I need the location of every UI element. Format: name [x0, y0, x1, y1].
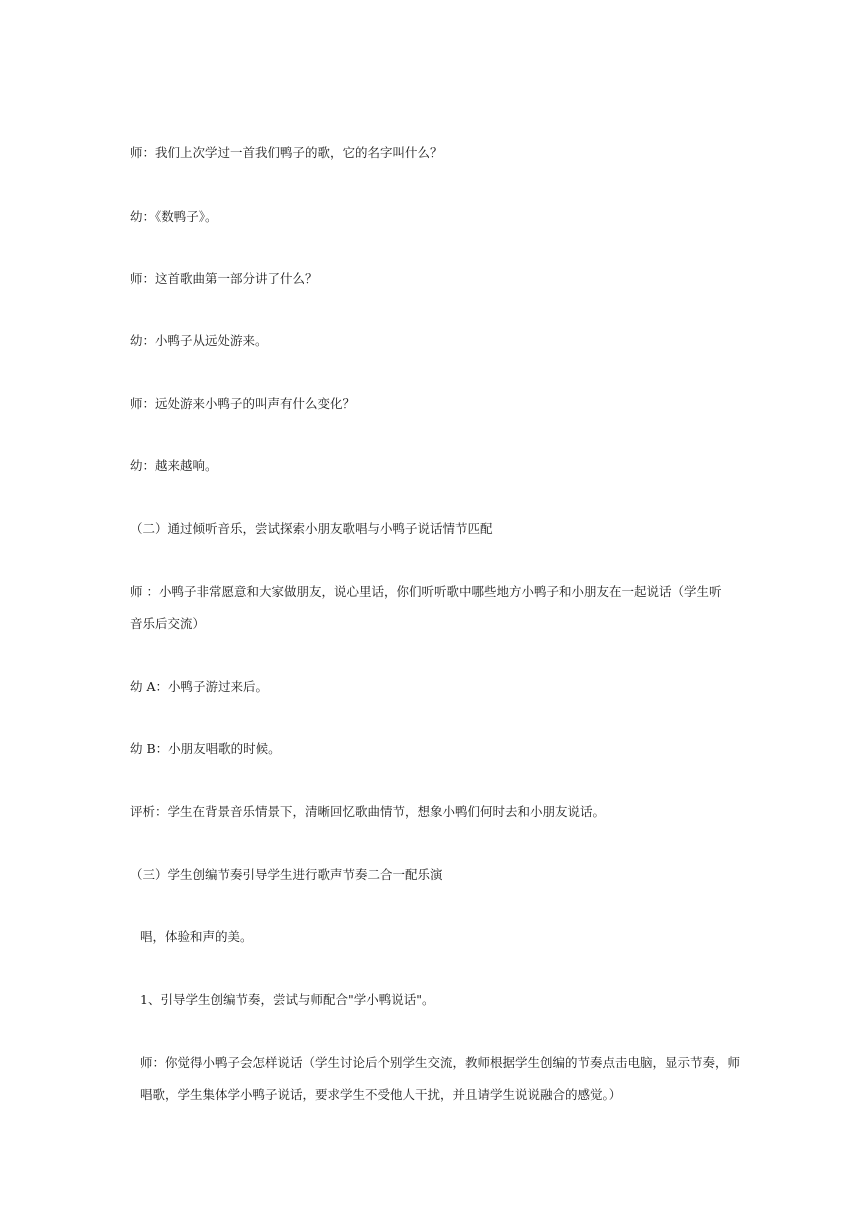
paragraph-commentary: 评析：学生在背景音乐情景下，清晰回忆歌曲情节，想象小鸭们何时去和小朋友说话。	[130, 804, 606, 819]
paragraph-child-answer-3: 幼：越来越响。	[130, 458, 218, 473]
paragraph-child-b: 幼 B：小朋友唱歌的时候。	[130, 741, 281, 756]
paragraph-child-answer-1: 幼：《数鸭子》。	[130, 209, 218, 224]
paragraph-child-answer-2: 幼：小鸭子从远处游来。	[130, 333, 268, 348]
section-heading-3: （三）学生创编节奏引导学生进行歌声节奏二合一配乐演	[130, 867, 443, 882]
paragraph-teacher-question-2: 师：这首歌曲第一部分讲了什么？	[130, 271, 318, 286]
paragraph-teacher-question-3: 师：远处游来小鸭子的叫声有什么变化？	[130, 396, 356, 411]
paragraph-teacher-instruction: 师：你觉得小鸭子会怎样说话（学生讨论后个别学生交流，教师根据学生创编的节奏点击电脑，显示节奏，师唱歌，学生集体学小鸭子说话，要求学生不受他人干扰，并且请学生说说融合的感觉。）	[140, 1055, 741, 1102]
paragraph-teacher-prompt: 师 ：小鸭子非常愿意和大家做朋友，说心里话，你们听听歌中哪些地方小鸭子和小朋友在一起说话（学生听音乐后交流）	[130, 584, 722, 631]
section-heading-2: （二）通过倾听音乐，尝试探索小朋友歌唱与小鸭子说话情节匹配	[130, 521, 493, 536]
paragraph-teacher-question-1: 师：我们上次学过一首我们鸭子的歌，它的名字叫什么？	[130, 145, 443, 160]
paragraph-child-a: 幼 A：小鸭子游过来后。	[130, 679, 269, 694]
step-1-heading: 1、引导学生创编节奏，尝试与师配合"学小鸭说话"。	[140, 992, 435, 1007]
section-heading-3-continued: 唱，体验和声的美。	[140, 929, 253, 944]
